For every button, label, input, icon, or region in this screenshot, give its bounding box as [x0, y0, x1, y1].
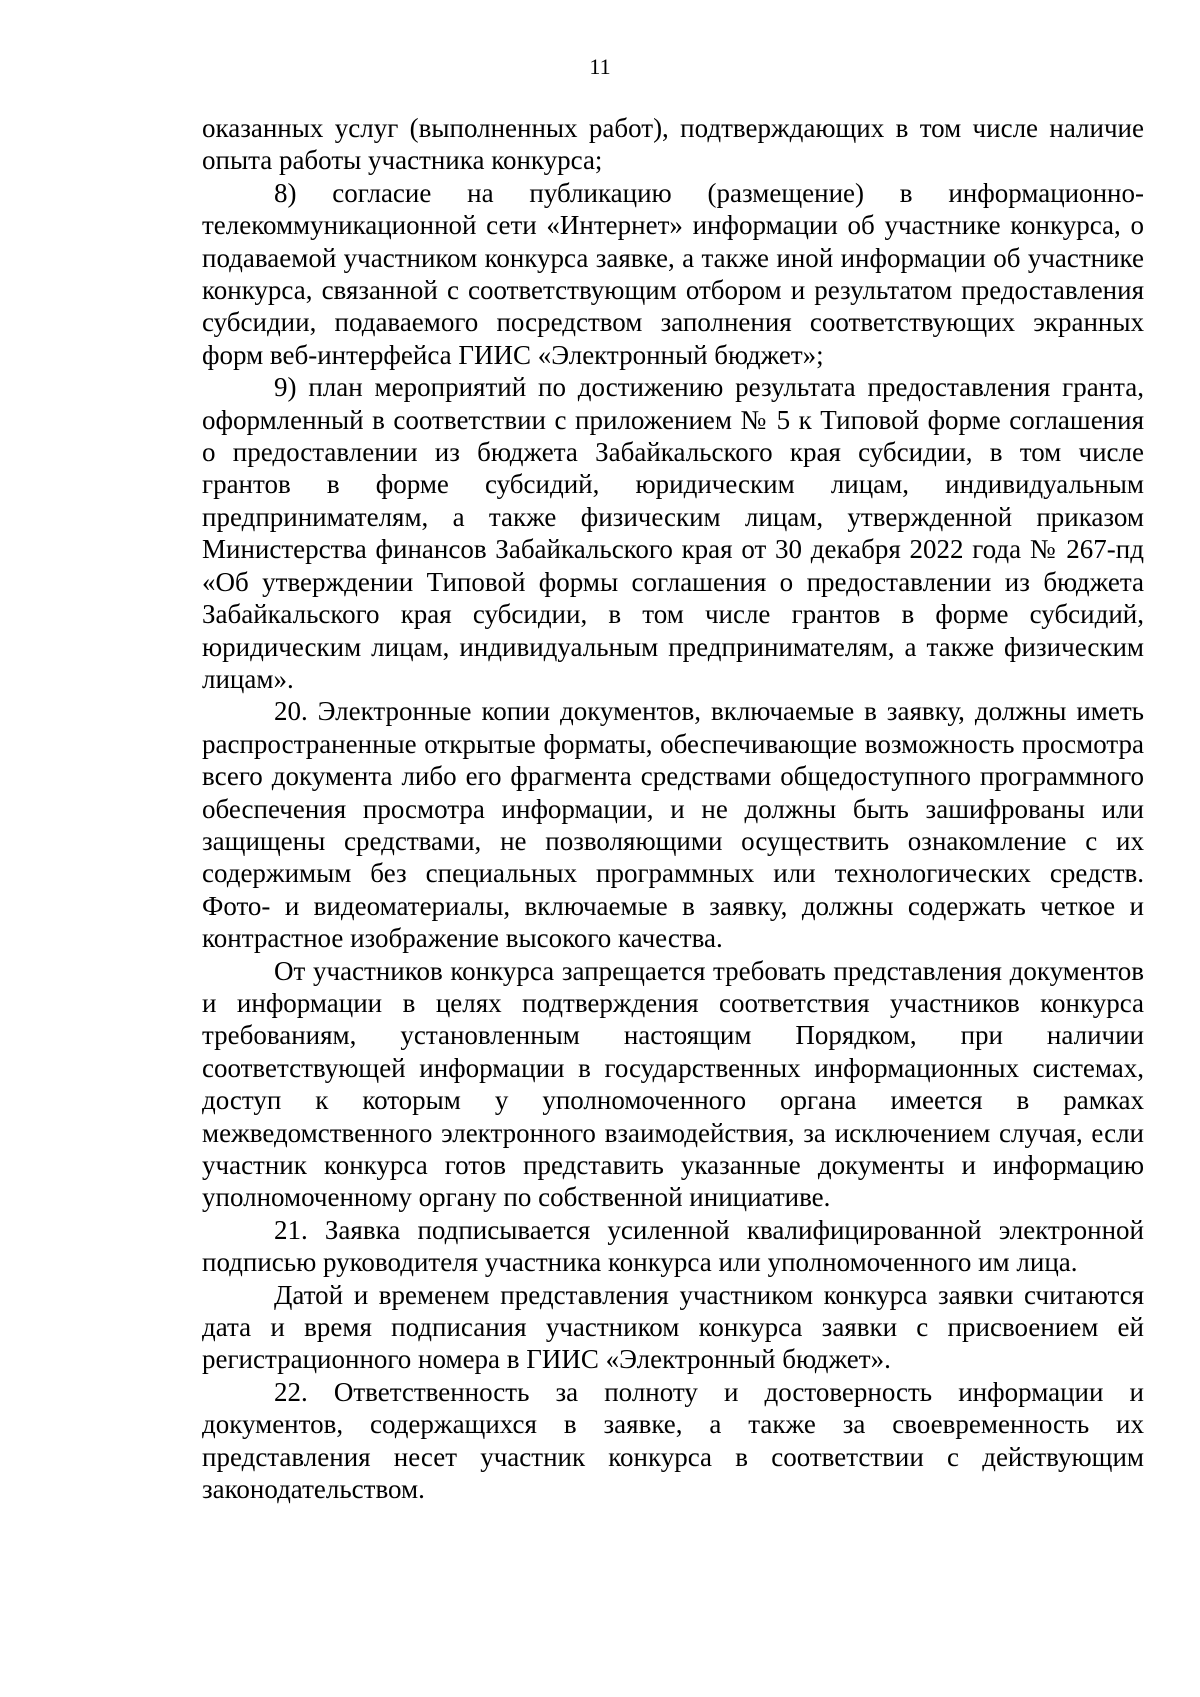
document-body: [202, 112, 1144, 1505]
page-number: 11: [589, 54, 611, 79]
paragraph-21-signature: 21. Заявка подписывается усиленной квалифицированной электронной подписью руководителя участника конкурса или уполномоченного им лица.: [202, 1214, 1144, 1278]
paragraph-item-8-consent: 8) согласие на публикацию (размещение) в информационно-телекоммуникационной сети «Интернет» информации об участнике конкурса, о подаваемой участником конкурса заявке, а также иной информации об участнике конкурса, связанной с соответствующим отбором и результатом предоставления субсидии, подаваемого посредством заполнения соответствующих экранных форм веб-интерфейса ГИИС «Электронный бюджет»;: [202, 177, 1144, 370]
paragraph-item-9-action-plan: 9) план мероприятий по достижению результата предоставления гранта, оформленный в соответствии с приложением № 5 к Типовой форме соглашения о предоставлении из бюджета Забайкальского края субсидии, в том числе грантов в форме субсидий, юридическим лицам, индивидуальным предпринимателям, а также физическим лицам, утвержденной приказом Министерства финансов Забайкальского края от 30 декабря 2022 года № 267-пд «Об утверждении Типовой формы соглашения о предоставлении из бюджета Забайкальского края субсидии, в том числе грантов в форме субсидий, юридическим лицам, индивидуальным предпринимателям, а также физическим лицам».: [202, 372, 1144, 694]
paragraph-continuation-services: оказанных услуг (выполненных работ), подтверждающих в том числе наличие опыта работы участника конкурса;: [202, 113, 1144, 176]
paragraph-submission-date: Датой и временем представления участником конкурса заявки считаются дата и время подписания участником конкурса заявки с присвоением ей регистрационного номера в ГИИС «Электронный бюджет».: [202, 1279, 1144, 1375]
paragraph-participant-documents: От участников конкурса запрещается требовать представления документов и информации в целях подтверждения соответствия участников конкурса требованиям, установленным настоящим Порядком, при наличии соответствующей информации в государственных информационных системах, доступ к которым у уполномоченного органа имеется в рамках межведомственного электронного взаимодействия, за исключением случая, если участник конкурса готов представить указанные документы и информацию уполномоченному органу по собственной инициативе.: [202, 955, 1144, 1213]
paragraph-20-electronic-copies: 20. Электронные копии документов, включаемые в заявку, должны иметь распространенные открытые форматы, обеспечивающие возможность просмотра всего документа либо его фрагмента средствами общедоступного программного обеспечения просмотра информации, и не должны быть зашифрованы или защищены средствами, не позволяющими осуществить ознакомление с их содержимым без специальных программных или технологических средств. Фото- и видеоматериалы, включаемые в заявку, должны содержать четкое и контрастное изображение высокого качества.: [202, 696, 1144, 954]
paragraph-22-responsibility: 22. Ответственность за полноту и достоверность информации и документов, содержащихся в заявке, а также за своевременность их представления несет участник конкурса в соответствии с действующим законодательством.: [202, 1376, 1144, 1505]
